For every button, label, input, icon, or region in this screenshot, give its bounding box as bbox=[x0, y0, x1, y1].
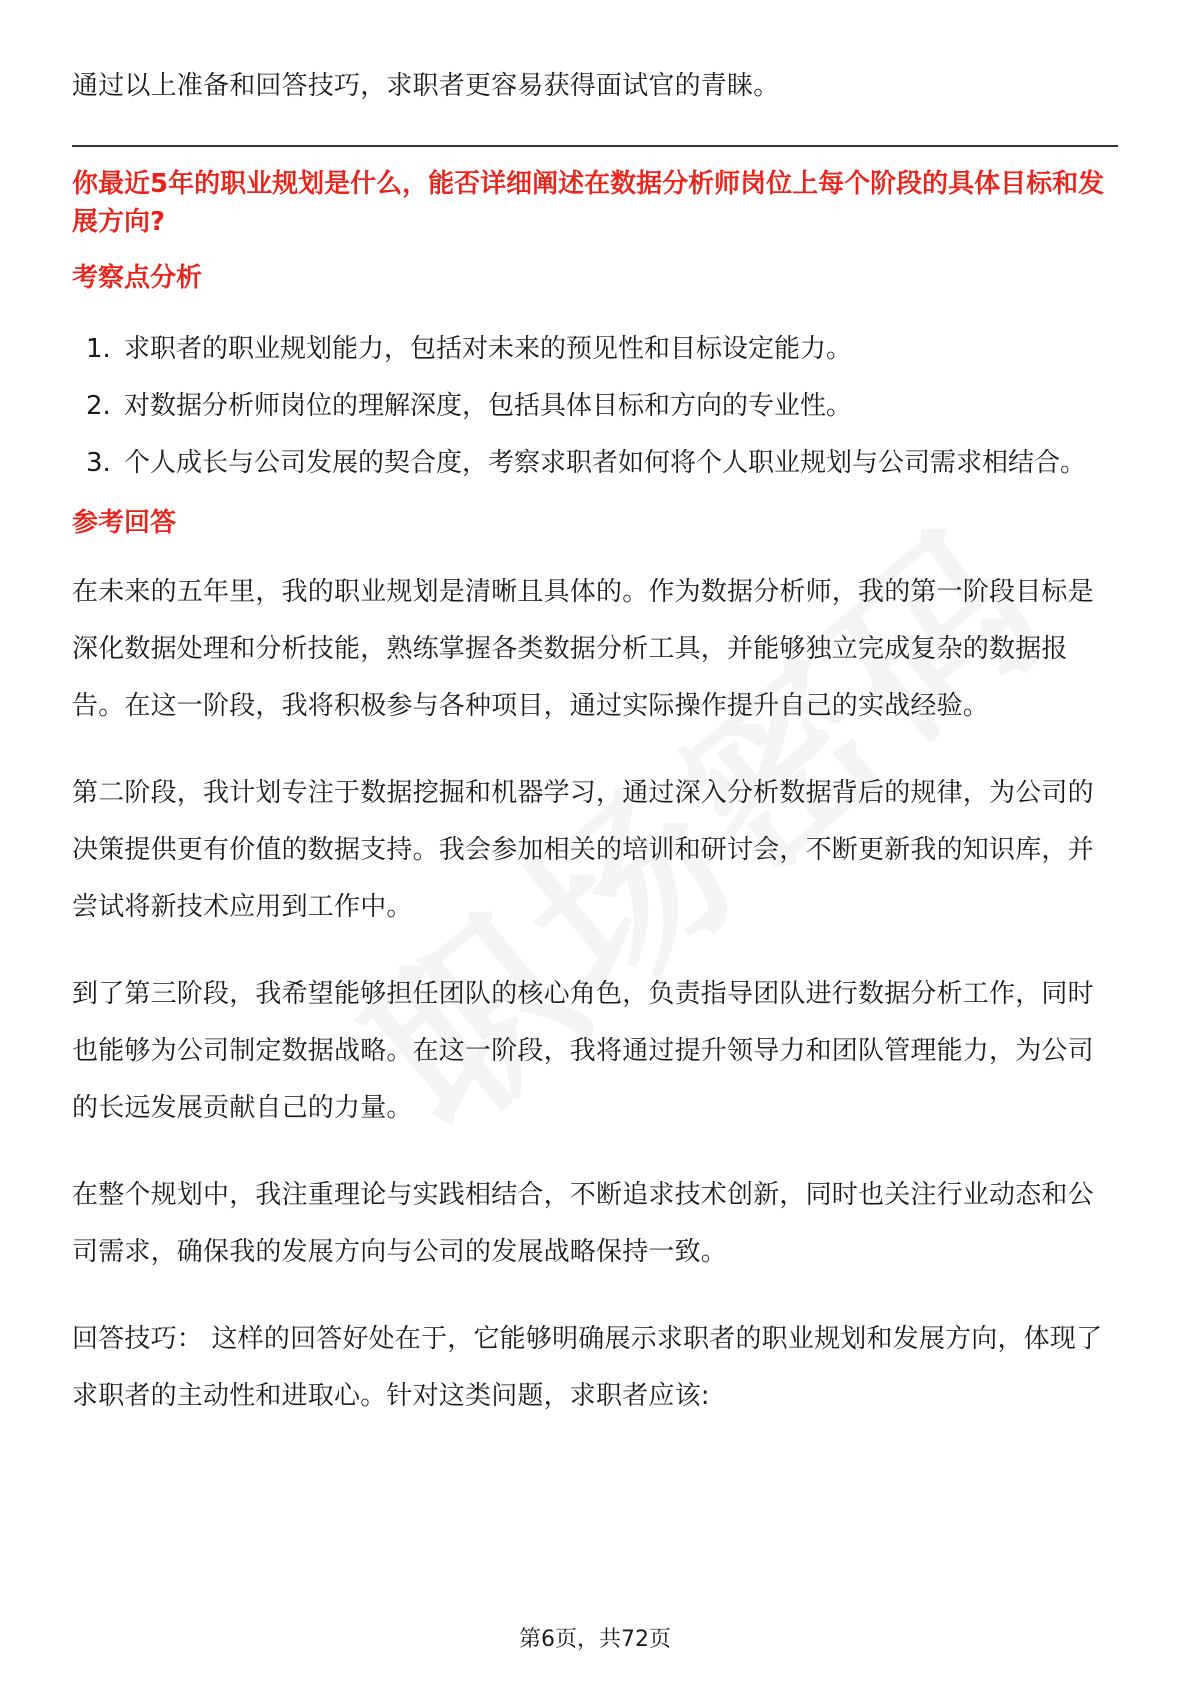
list-item bbox=[72, 435, 1118, 492]
list-item-text: 求职者的职业规划能力，包括对未来的预见性和目标设定能力。 bbox=[124, 334, 853, 364]
list-number: 1. bbox=[86, 334, 111, 364]
list-item-text: 个人成长与公司发展的契合度，考察求职者如何将个人职业规划与公司需求相结合。 bbox=[124, 448, 1087, 478]
answer-paragraph: 到了第三阶段，我希望能够担任团队的核心角色，负责指导团队进行数据分析工作，同时也能够为公司制定数据战略。在这一阶段，我将通过提升领导力和团队管理能力，为公司的长远发展贡献自己的力量。 bbox=[72, 979, 1094, 1123]
analysis-list bbox=[72, 321, 1118, 492]
list-item bbox=[72, 378, 1118, 435]
question-heading: 你最近5年的职业规划是什么，能否详细阐述在数据分析师岗位上每个阶段的具体目标和发展方向? bbox=[72, 169, 1105, 237]
answer-body bbox=[72, 564, 1118, 1425]
list-item-text: 对数据分析师岗位的理解深度，包括具体目标和方向的专业性。 bbox=[124, 391, 853, 421]
list-item bbox=[72, 321, 1118, 378]
intro-paragraph: 通过以上准备和回答技巧，求职者更容易获得面试官的青睐。 bbox=[72, 71, 780, 101]
answer-paragraph: 第二阶段，我计划专注于数据挖掘和机器学习，通过深入分析数据背后的规律，为公司的决策提供更有价值的数据支持。我会参加相关的培训和研讨会，不断更新我的知识库，并尝试将新技术应用到工作中。 bbox=[72, 778, 1094, 922]
answer-paragraph: 在整个规划中，我注重理论与实践相结合，不断追求技术创新，同时也关注行业动态和公司需求，确保我的发展方向与公司的发展战略保持一致。 bbox=[72, 1180, 1094, 1267]
answer-heading: 参考回答 bbox=[72, 508, 177, 538]
analysis-heading: 考察点分析 bbox=[72, 263, 203, 293]
answer-paragraph: 在未来的五年里，我的职业规划是清晰且具体的。作为数据分析师，我的第一阶段目标是深化数据处理和分析技能，熟练掌握各类数据分析工具，并能够独立完成复杂的数据报告。在这一阶段，我将积极参与各种项目，通过实际操作提升自己的实战经验。 bbox=[72, 577, 1094, 721]
page-number: 第6页，共72页 bbox=[519, 1627, 671, 1652]
answer-tips-paragraph: 回答技巧： 这样的回答好处在于，它能够明确展示求职者的职业规划和发展方向，体现了求职者的主动性和进取心。针对这类问题，求职者应该: bbox=[72, 1324, 1103, 1411]
section-divider bbox=[72, 145, 1118, 147]
list-number: 2. bbox=[86, 391, 111, 421]
page-content bbox=[72, 58, 1118, 1455]
list-number: 3. bbox=[86, 448, 111, 478]
